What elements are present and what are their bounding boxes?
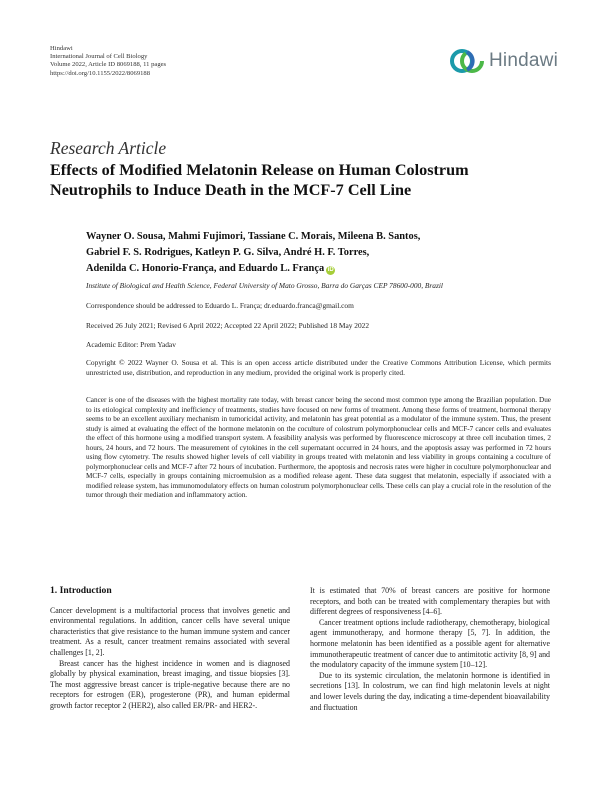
paragraph: Cancer development is a multifactorial process that involves genetic and environmental regulations. In addition, cancer cells have several unique characteristics that give resistance to the human immune system and cancer treatment. As a result, cancer treatment remains associated with several challenges [1, 2]. [50,605,290,657]
hindawi-logo[interactable] [449,44,559,78]
body-column-left [50,586,290,712]
paragraph: Cancer treatment options include radiotherapy, chemotherapy, biological agent immunotherapy, and hormone therapy [5, 7]. In addition, the hormone melatonin has been identified as a possible agent for alternative immunotherapeutic treatment of cancer due to antimitotic activity [8, 9] and the modulatory capacity of the immune system [10–12]. [310,617,550,670]
paragraph: Due to its systemic circulation, the melatonin hormone is identified in secretions [13]. In colostrum, we can find high melatonin levels at night and lower levels during the day, indicating a time-dependent bioavailability and fluctuation [310,670,550,712]
paragraph: Breast cancer has the highest incidence in women and is diagnosed globally by physical examination, breast imaging, and tissue biopsies [3]. The most aggressive breast cancer is triple-negative because there are no receptors for estrogen (ER), progesterone (PR), and human epidermal growth factor receptor 2 (HER2), also called ER/PR- and HER2-. [50,658,290,710]
academic-editor: Academic Editor: Prem Yadav [86,340,176,349]
section-heading: 1. Introduction [50,585,112,596]
author-line: Wayner O. Sousa, Mahmi Fujimori, Tassiane C. Morais, Mileena B. Santos, [86,231,421,242]
correspondence: Correspondence should be addressed to Eduardo L. França; dr.eduardo.franca@gmail.com [86,301,354,310]
article-title: Effects of Modified Melatonin Release on Human Colostrum Neutrophils to Induce Death in the MCF-7 Cell Line [50,161,469,199]
journal-name: International Journal of Cell Biology [50,53,148,61]
affiliation: Institute of Biological and Health Science, Federal University of Mato Grosso, Barra do Garças CEP 78600-000, Brazil [86,281,443,290]
publication-dates: Received 26 July 2021; Revised 6 April 2022; Accepted 22 April 2022; Published 18 May 2022 [86,321,370,330]
doi-link[interactable]: https://doi.org/10.1155/2022/8069188 [50,69,151,77]
paragraph: It is estimated that 70% of breast cancers are positive for hormone receptors, and both can be treated with complementary therapies but with different degrees of responsiveness [4–6]. [310,586,550,617]
author-list [86,229,546,277]
copyright-notice: Copyright © 2022 Wayner O. Sousa et al. This is an open access article distributed under the Creative Commons Attribution License, which permits unrestricted use, distribution, and reproduction in any medium, provided the original work is properly cited. [86,358,551,377]
author-line-last [86,261,546,277]
orcid-icon[interactable]: iD [327,267,334,273]
body-column-right [310,586,550,713]
logo-wordmark: Hindawi [489,50,558,71]
article-type: Research Article [50,138,167,158]
author-line-text: Adenilda C. Honorio-França, and Eduardo L. França [86,263,325,274]
abstract: Cancer is one of the diseases with the highest mortality rate today, with breast cancer being the second most common type among the Brazilian population. Due to its etiological complexity and inefficiency of treatments, studies have focused on new forms of treatment. Among these forms of treatment, hormonal therapy seems to be an excellent auxiliary mechanism in tumoricidal activity, and melatonin has great potential as a modulator of the immune system. Thus, the present study is aimed at evaluating the effect of the hormone melatonin on the coculture of colostrum polymorphonuclear cells and MCF-7 cancer cells and evaluates the effect of this hormone using a modified transport system. A feasibility analysis was performed by fluorescence microscopy at three cell incubation times, 2 hours, 24 hours, and 72 hours. The measurement of cytokines in the cell supernatant occurred in 24 hours, and the apoptosis assay was performed in 72 hours using flow cytometry. The results showed higher levels of cell viability in groups treated with melatonin and less viability in groups containing a coculture of polymorphonuclear cells and MCF-7 after 72 hours of incubation. Furthermore, the apoptosis and necrosis rates were higher in coculture polymorphonuclear and MCF-7 cells, especially in groups containing microemulsion as a modified release agent. These data suggest that melatonin, especially if associated with a modified release system, has immunomodulatory effects on human colostrum polymorphonuclear cells. These cells can play a crucial role in the resolution of the tumor through their mediation and inflammatory action. [86,396,551,499]
volume-line: Volume 2022, Article ID 8069188, 11 pages [50,61,167,69]
author-line: Gabriel F. S. Rodrigues, Katleyn P. G. Silva, André H. F. Torres, [86,247,370,258]
publisher-name: Hindawi [50,45,73,52]
hindawi-logo-icon [449,44,485,78]
journal-header [50,45,166,78]
